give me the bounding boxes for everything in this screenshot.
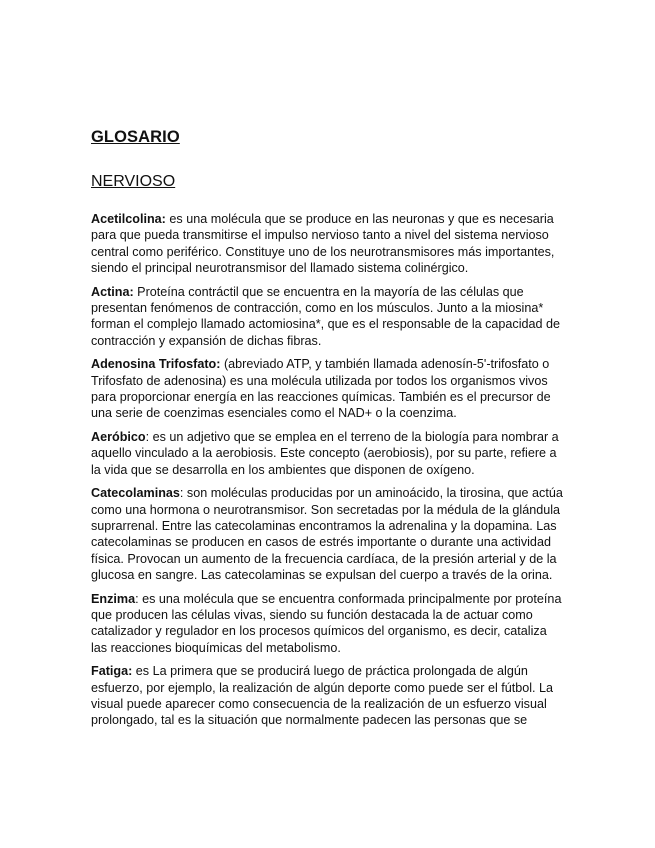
glossary-term: Catecolaminas — [91, 486, 180, 501]
glossary-entry-aerobico — [91, 429, 566, 478]
document-page — [91, 127, 566, 736]
glossary-term: Acetilcolina: — [91, 212, 166, 226]
glossary-term: Fatiga: — [91, 664, 133, 679]
section-title: NERVIOSO — [91, 173, 176, 190]
glossary-definition: es una molécula que se produce en las neuronas y que es necesaria para que pueda transmitirse el impulso nervioso tanto a nivel del sistema nervioso central como periférico. Constituye uno de los neurotransmisores más importantes, siendo el principal neurotransmisor del llamado sistema colinérgico. — [91, 212, 555, 275]
glossary-entry-catecolaminas — [91, 485, 566, 583]
glossary-definition: es La primera que se producirá luego de práctica prolongada de algún esfuerzo, por ejemplo, la realización de algún deporte como puede ser el fútbol. La visual puede aparecer como consecuencia de la realización de un esfuerzo visual prolongado, tal es la situación que normalmente padecen las personas que se — [91, 664, 554, 728]
glossary-definition: : son moléculas producidas por un aminoácido, la tirosina, que actúa como una hormona o neurotransmisor. Son secretadas por la médula de la glándula suprarrenal. Entre las catecolaminas encontramos la adrenalina y la dopamina. Las catecolaminas se producen en casos de estrés importante o durante una actividad física. Provocan un aumento de la frecuencia cardíaca, de la presión arterial y de la glucosa en sangre. Las catecolaminas se expulsan del cuerpo a través de la orina. — [91, 486, 563, 582]
document-title: GLOSARIO — [91, 128, 180, 146]
glossary-term: Actina: — [91, 284, 134, 299]
glossary-definition: : es un adjetivo que se emplea en el terreno de la biología para nombrar a aquello vinculado a la aerobiosis. Este concepto (aerobiosis), por su parte, refiere a la vida que se desarrolla en los ambientes que disponen de oxígeno. — [91, 430, 559, 477]
glossary-entry-actina — [91, 284, 566, 349]
glossary-entry-adenosina-trifosfato — [91, 356, 566, 421]
glossary-list — [91, 211, 566, 729]
glossary-term: Enzima — [91, 591, 136, 606]
glossary-term: Aeróbico — [91, 430, 146, 445]
glossary-entry-acetilcolina — [91, 211, 566, 276]
glossary-entry-fatiga — [91, 663, 566, 728]
glossary-term: Adenosina Trifosfato: — [91, 357, 221, 372]
glossary-definition: : es una molécula que se encuentra conformada principalmente por proteína que producen las células vivas, siendo su función destacada la de actuar como catalizador y regulador en los procesos químicos del organismo, es decir, cataliza las reacciones bioquímicas del metabolismo. — [91, 591, 562, 655]
glossary-entry-enzima — [91, 591, 566, 656]
glossary-definition: Proteína contráctil que se encuentra en la mayoría de las células que presentan fenómenos de contracción, como en los músculos. Junto a la miosina* forman el complejo llamado actomiosina*, que es el responsable de la capacidad de contracción y expansión de dichas fibras. — [91, 284, 561, 348]
glossary-definition: (abreviado ATP, y también llamada adenosín-5'-trifosfato o Trifosfato de adenosina) es una molécula utilizada por todos los organismos vivos para proporcionar energía en las reacciones químicas. También es el precursor de una serie de coenzimas esenciales como el NAD+ o la coenzima. — [91, 357, 551, 421]
